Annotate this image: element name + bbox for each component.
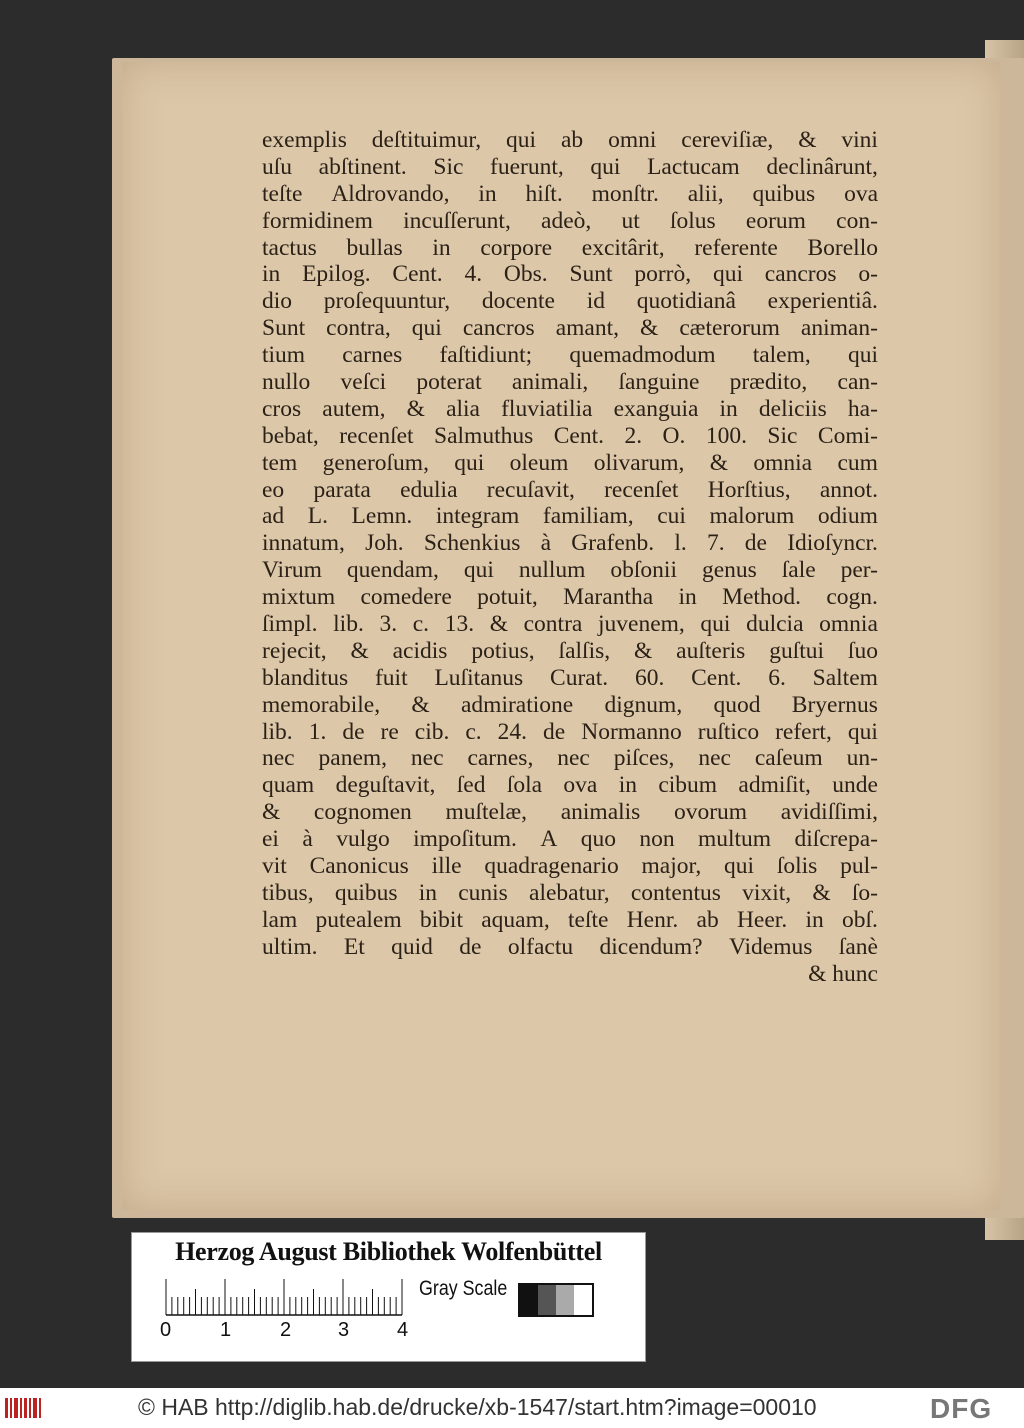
text-line: memorabile, & admiratione dignum, quod Bryernus: [262, 691, 878, 718]
text-line: rejecit, & acidis potius, ſalſis, & auſteris guſtui ſuo: [262, 637, 878, 664]
text-line: tibus, quibus in cunis alebatur, contentus vixit, & ſo-: [262, 879, 878, 906]
ruler-number: 0: [160, 1319, 172, 1341]
catchword: [262, 961, 878, 988]
text-line: vit Canonicus ille quadragenario major, qui ſolis pul-: [262, 853, 878, 880]
gray-scale-label: Gray Scale: [419, 1277, 508, 1300]
ruler-number: 3: [338, 1319, 350, 1341]
text-line: nullo veſci poterat animali, ſanguine prædito, can-: [262, 369, 878, 396]
text-line: blanditus fuit Luſitanus Curat. 60. Cent. 6. Saltem: [262, 664, 878, 691]
gray-swatch: [538, 1285, 556, 1315]
text-line: uſu abſtinent. Sic fuerunt, qui Lactucam declinârunt,: [262, 153, 878, 180]
text-line: ei à vulgo impoſitum. A quo non multum diſcrepa-: [262, 826, 878, 853]
reference-card: [131, 1232, 646, 1362]
ruler-number: 1: [220, 1319, 232, 1341]
text-line: tium carnes faſtidiunt; quemadmodum talem, qui: [262, 342, 878, 369]
text-line: mixtum comedere potuit, Marantha in Method. cogn.: [262, 584, 878, 611]
text-line: exemplis deſtituimur, qui ab omni cereviſiæ, & vini: [262, 127, 878, 153]
ruler-number: 4: [397, 1319, 409, 1341]
text-line: teſte Aldrovando, in hiſt. monſtr. alii, quibus ova: [262, 180, 878, 207]
text-line: lam putealem bibit aquam, teſte Henr. ab Heer. in obſ.: [262, 906, 878, 933]
gray-swatch: [556, 1285, 574, 1315]
page-text: [262, 127, 878, 988]
text-line: nec panem, nec carnes, nec piſces, nec caſeum un-: [262, 745, 878, 772]
footer-copyright-link[interactable]: © HAB http://diglib.hab.de/drucke/xb-1547/start.htm?image=00010: [138, 1394, 817, 1420]
text-line: tem generoſum, qui oleum olivarum, & omnia cum: [262, 449, 878, 476]
text-line: ad L. Lemn. integram familiam, cui malorum odium: [262, 503, 878, 530]
text-line: formidinem incuſſerunt, adeò, ut ſolus eorum con-: [262, 207, 878, 234]
measurement-ruler: [164, 1277, 404, 1317]
text-line: bebat, recenſet Salmuthus Cent. 2. O. 100. Sic Comi-: [262, 422, 878, 449]
catchword-text: & hunc: [808, 960, 878, 987]
gray-scale-swatches: [518, 1283, 594, 1317]
text-line: Virum quendam, qui nullum obſonii genus ſale per-: [262, 557, 878, 584]
text-line: in Epilog. Cent. 4. Obs. Sunt porrò, qui cancros o-: [262, 261, 878, 288]
text-line: Sunt contra, qui cancros amant, & cæterorum animan-: [262, 315, 878, 342]
footer-bar: [0, 1388, 1024, 1428]
barcode-icon: [4, 1396, 44, 1420]
gray-swatch: [574, 1285, 592, 1315]
text-line: & cognomen muſtelæ, animalis ovorum avidiſſimi,: [262, 799, 878, 826]
text-line: eo parata edulia recuſavit, recenſet Horſtius, annot.: [262, 476, 878, 503]
dfg-logo: DFG: [930, 1393, 993, 1424]
text-line: lib. 1. de re cib. c. 24. de Normanno ruſtico refert, qui: [262, 718, 878, 745]
text-line: ſimpl. lib. 3. c. 13. & contra juvenem, qui dulcia omnia: [262, 611, 878, 638]
text-line: dio proſequuntur, docente id quotidianâ experientiâ.: [262, 288, 878, 315]
ruler-numbers: [160, 1319, 420, 1345]
text-line: cros autem, & alia fluviatilia exanguia in deliciis ha-: [262, 395, 878, 422]
gray-swatch: [520, 1285, 538, 1315]
library-name: Herzog August Bibliothek Wolfenbüttel: [175, 1237, 602, 1266]
text-line: ultim. Et quid de olfactu dicendum? Videmus ſanè: [262, 933, 878, 960]
text-line: tactus bullas in corpore excitârit, referente Borello: [262, 234, 878, 261]
ruler-number: 2: [280, 1319, 292, 1341]
text-line: innatum, Joh. Schenkius à Grafenb. l. 7. de Idioſyncr.: [262, 530, 878, 557]
text-line: quam deguſtavit, ſed ſola ova in cibum admiſit, unde: [262, 772, 878, 799]
